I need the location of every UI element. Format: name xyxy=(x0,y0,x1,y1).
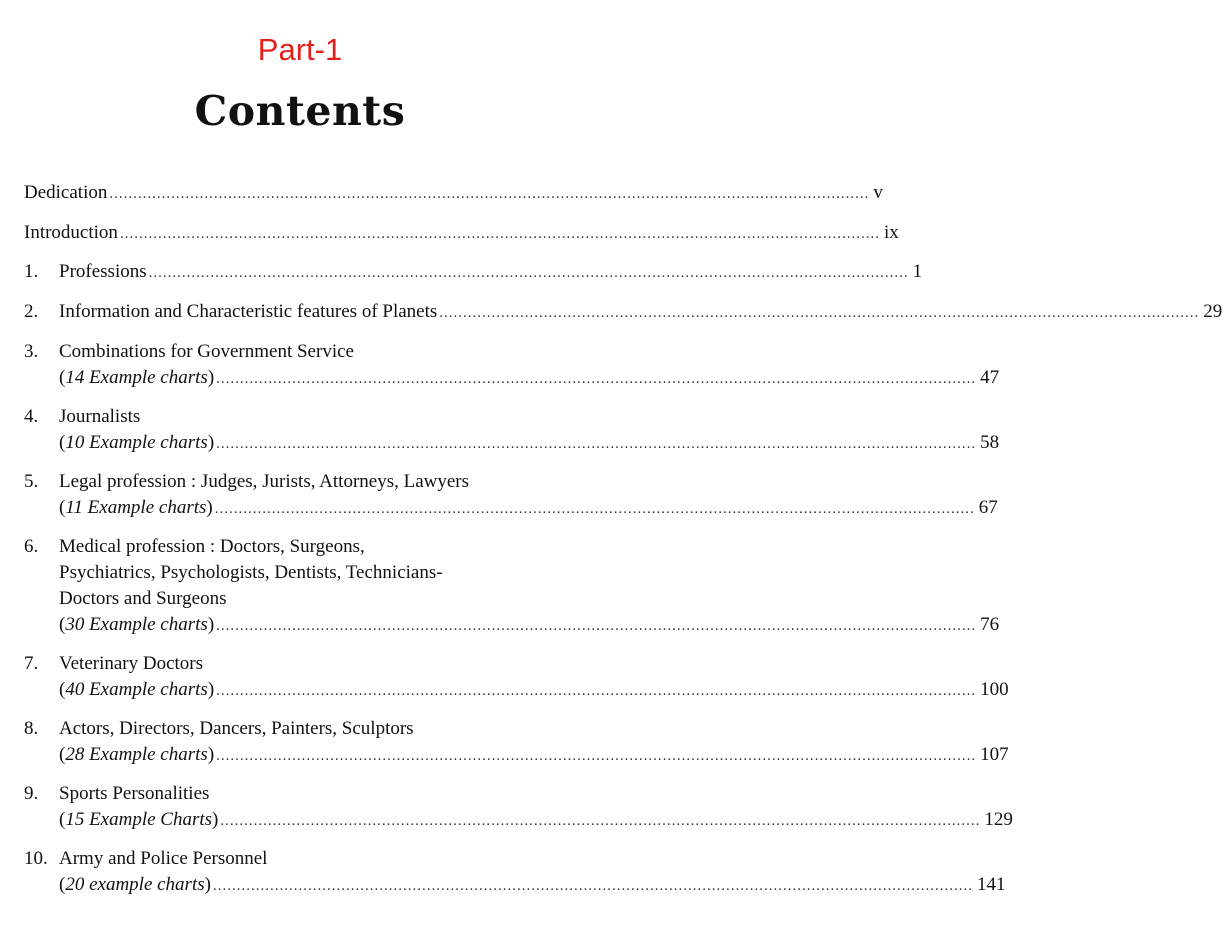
entry-title-line: Army and Police Personnel xyxy=(59,848,268,869)
toc-entry xyxy=(24,469,998,521)
example-charts-note: 11 Example charts xyxy=(65,497,207,518)
toc-entry xyxy=(24,180,883,206)
entry-label: Information and Characteristic features of Planets xyxy=(59,301,438,322)
page-number: 100 xyxy=(980,679,1009,700)
toc-entry xyxy=(24,781,1013,833)
dot-leader: ................................................................................................................................................................ xyxy=(216,618,977,634)
example-charts-note: 14 Example charts xyxy=(65,367,208,388)
entry-label: (28 Example charts) xyxy=(59,744,215,765)
toc-entry-row xyxy=(24,677,1009,703)
contents-title: Contents xyxy=(194,87,406,135)
toc-entry xyxy=(24,299,1222,325)
toc-entry-row xyxy=(24,430,1000,456)
toc-entry-row xyxy=(24,259,923,285)
toc-entry xyxy=(24,404,1000,456)
toc-entry-line xyxy=(24,586,584,612)
example-charts-note: 20 example charts xyxy=(65,874,205,895)
entry-number: 3. xyxy=(24,341,39,362)
toc-entry-line xyxy=(24,534,584,560)
toc-entry xyxy=(24,259,923,285)
page-number: 47 xyxy=(980,367,1000,388)
example-charts-note: 28 Example charts xyxy=(65,744,208,765)
dot-leader: ................................................................................................................................................................ xyxy=(216,683,977,699)
entry-label: (20 example charts) xyxy=(59,874,211,895)
dot-leader: ................................................................................................................................................................ xyxy=(148,265,909,281)
entry-title-line: Legal profession : Judges, Jurists, Attorneys, Lawyers xyxy=(59,471,470,492)
example-charts-note: 30 Example charts xyxy=(65,614,208,635)
entry-number: 8. xyxy=(24,718,39,739)
entry-title-line: Veterinary Doctors xyxy=(59,653,204,674)
entry-title-line: Medical profession : Doctors, Surgeons, xyxy=(59,536,365,557)
dot-leader: ................................................................................................................................................................ xyxy=(216,436,977,452)
entry-title-line: Actors, Directors, Dancers, Painters, Sculptors xyxy=(59,718,414,739)
toc-entry-row xyxy=(24,365,1000,391)
example-charts-note: 40 Example charts xyxy=(65,679,208,700)
entry-number: 2. xyxy=(24,301,39,322)
example-charts-note: 10 Example charts xyxy=(65,432,208,453)
toc-entry xyxy=(24,716,1009,768)
toc-entry xyxy=(24,220,899,246)
entry-number: 9. xyxy=(24,783,39,804)
entry-label: Dedication xyxy=(24,182,108,203)
entry-label: Professions xyxy=(59,261,147,282)
toc-entry-row xyxy=(24,220,899,246)
dot-leader: ................................................................................................................................................................ xyxy=(119,226,880,242)
toc-entry xyxy=(24,339,1000,391)
entry-label: (40 Example charts) xyxy=(59,679,215,700)
toc-entry-line xyxy=(24,560,584,586)
entry-label: (11 Example charts) xyxy=(59,497,213,518)
entry-title-line: Psychiatrics, Psychologists, Dentists, Technicians- xyxy=(59,562,443,583)
toc-entry-line xyxy=(24,404,584,430)
toc-entry-line xyxy=(24,716,584,742)
toc-entry-row xyxy=(24,299,1222,325)
entry-title-line: Doctors and Surgeons xyxy=(59,588,227,609)
example-charts-note: 15 Example Charts xyxy=(65,809,213,830)
entry-label: (10 Example charts) xyxy=(59,432,215,453)
dot-leader: ................................................................................................................................................................ xyxy=(220,813,981,829)
entry-number: 7. xyxy=(24,653,39,674)
toc-entry-row xyxy=(24,872,1006,898)
page-number: 76 xyxy=(980,614,1000,635)
page-number: 58 xyxy=(980,432,1000,453)
dot-leader: ................................................................................................................................................................ xyxy=(439,305,1200,321)
toc-entry-row xyxy=(24,180,883,206)
page-number: 67 xyxy=(978,497,998,518)
entry-number: 5. xyxy=(24,471,39,492)
toc-entry-row xyxy=(24,495,998,521)
entry-label: (15 Example Charts) xyxy=(59,809,219,830)
dot-leader: ................................................................................................................................................................ xyxy=(216,371,977,387)
entry-number: 1. xyxy=(24,261,39,282)
page-number: 141 xyxy=(976,874,1006,895)
entry-label: (14 Example charts) xyxy=(59,367,215,388)
toc-entry-line xyxy=(24,781,584,807)
page-number: 107 xyxy=(980,744,1009,765)
toc-entry-line xyxy=(24,651,584,677)
dot-leader: ................................................................................................................................................................ xyxy=(214,501,975,517)
entry-number: 4. xyxy=(24,406,39,427)
toc-entry-line xyxy=(24,846,584,872)
toc-entry xyxy=(24,651,1009,703)
toc-entry-line xyxy=(24,469,584,495)
page-number: 29 xyxy=(1203,301,1222,322)
toc-entry-line xyxy=(24,339,584,365)
entry-title-line: Journalists xyxy=(59,406,141,427)
dot-leader: ................................................................................................................................................................ xyxy=(212,878,973,894)
toc-entry-row xyxy=(24,807,1013,833)
part-heading: Part-1 xyxy=(257,32,343,67)
entry-label: Introduction xyxy=(24,222,118,243)
entry-number: 6. xyxy=(24,536,39,557)
entry-label: (30 Example charts) xyxy=(59,614,215,635)
entry-number: 10. xyxy=(24,848,48,869)
page-number: v xyxy=(873,182,883,203)
entry-title-line: Combinations for Government Service xyxy=(59,341,354,362)
page-number: 129 xyxy=(984,809,1013,830)
dot-leader: ................................................................................................................................................................ xyxy=(216,748,977,764)
dot-leader: ................................................................................................................................................................ xyxy=(109,186,870,202)
toc-entry xyxy=(24,846,1006,898)
entry-title-line: Sports Personalities xyxy=(59,783,210,804)
toc-entry xyxy=(24,534,1000,638)
toc-entry-row xyxy=(24,742,1009,768)
page-number: 1 xyxy=(912,261,923,282)
page-number: ix xyxy=(883,222,899,243)
toc-entry-row xyxy=(24,612,1000,638)
